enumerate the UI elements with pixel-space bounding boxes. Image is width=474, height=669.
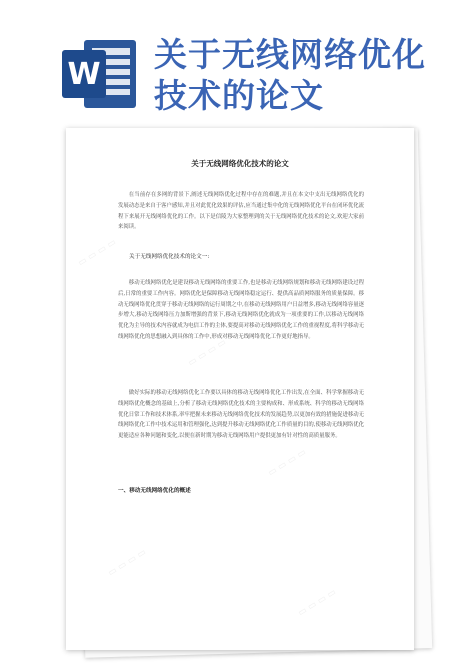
paragraph-1-text: 移动无线网络优化是建设移动无线网络的重要工作,也是移动无线网络规划和移动无线网络建设过程后,日常的重要工作内容。网络优化是保障移动无线网络稳定运行、提供高品质网络服务的质量保障。移动无线网络优化贯穿于移动无线网络的运行周期之中,在移动无线网络用户日益增多,移动无线网络容量逐步增大,移动无线网络压力加斯增强的背景下,移动无线网络优化就成为一项重要的工作,以移动无线网络优化为主导的技术内容就成为电信工作的主体,要提高对移动无线网络优化工作的重视程度,将科学移动无线网络优化的思想融入到具体的工作中,形成对移动无线网络优化工作更好地指导。 xyxy=(118,280,365,340)
paragraph-2 xyxy=(118,388,364,442)
banner-title-line1: 关于无线网络优化 xyxy=(154,35,426,74)
watermark: ▭ ▭ ▭ ▭ xyxy=(106,547,149,579)
banner-title-line2: 技术的论文 xyxy=(154,76,324,115)
watermark: ▭ ▭ ▭ ▭ xyxy=(186,337,229,369)
word-document-icon xyxy=(62,40,136,108)
banner xyxy=(0,0,474,128)
banner-title xyxy=(154,34,454,116)
document-page xyxy=(66,128,414,650)
intro-text: 在当前存在多网的背景下,阐述无线网络优化过程中存在的难题,并且在本文中支出无线网络优化的发展动态是来自于客户感知,并且对此优化效果的评估,应当通过集中化的无线网络优化平台在闭环优化流程下来展开无线网络优化的工作。以下是信陵为大家整理到的关于无线网络优化技术的论文,欢迎大家前来阅读。 xyxy=(118,192,365,231)
intro-paragraph xyxy=(118,190,364,233)
word-icon-letter: W xyxy=(67,57,101,92)
watermark: ▭ ▭ ▭ ▭ xyxy=(296,587,339,619)
subheading: 关于无线网络优化技术的论文一: xyxy=(129,254,210,260)
paragraph-1 xyxy=(118,278,364,343)
paragraph-2-text: 做好实际的移动无线网络优化工作要以具体的移动无线网络优化工作出发,在全面、科学掌握移动无线网络优化概念的基础上,分析了移动无线网络优化技术的主要构成和、形成系统、科学的移动无线网络优化日常工作和技术体系,率牢把握未来移动无线网络优化技术的发展趋势,以更加有效的措施促进移动无线网络优化工作中技术运用和管理强化,达到提升移动无线网络优化工作质量的目的,使移动无线网络优化更能适应各种问题和变化,以便在新时期为移动无线网络用户提供更加有针对性的高质量服务。 xyxy=(118,390,365,440)
section-heading: 一、移动无线网络优化的概述 xyxy=(118,488,191,494)
watermark: ▭ ▭ ▭ ▭ xyxy=(76,237,119,269)
document-title: 关于无线网络优化技术的论文 xyxy=(191,159,289,168)
watermark: ▭ ▭ ▭ ▭ xyxy=(266,447,309,479)
